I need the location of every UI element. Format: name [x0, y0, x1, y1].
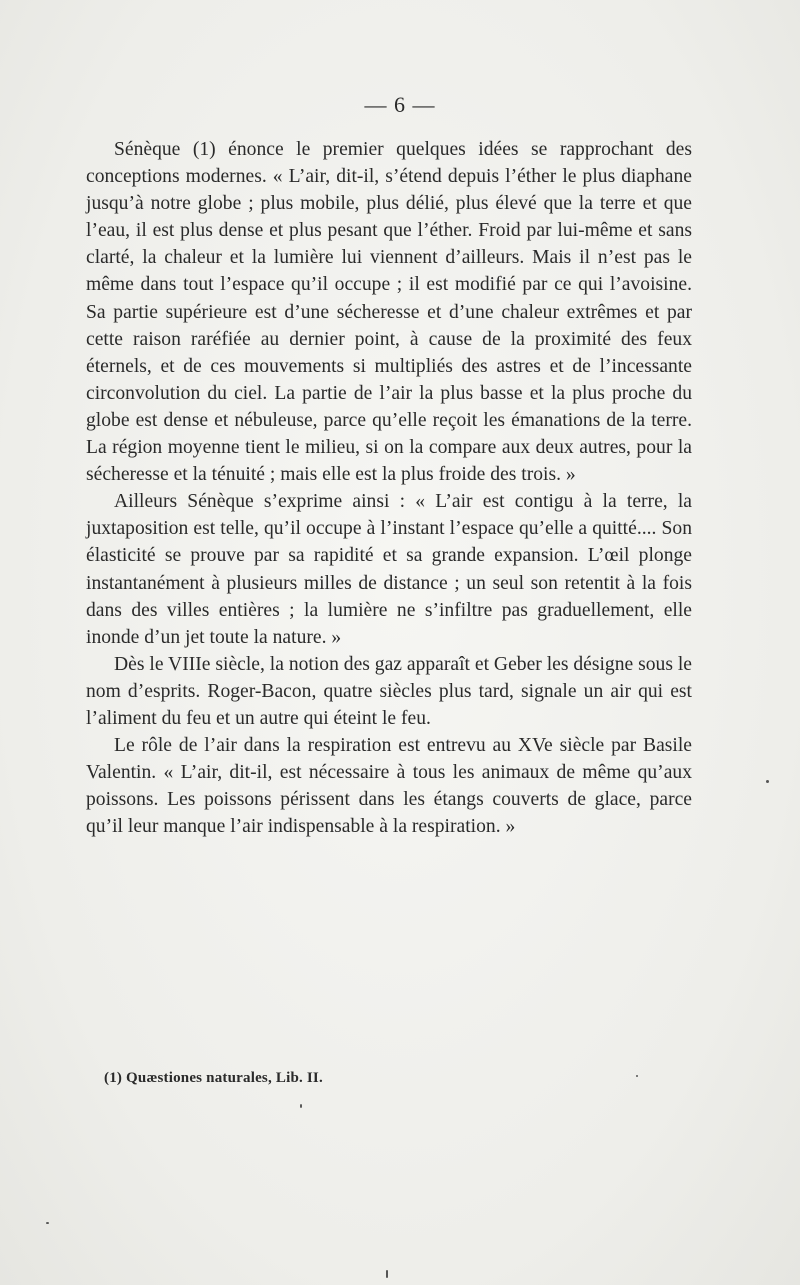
paragraph-geber-bacon: Dès le VIIIe siècle, la notion des gaz apparaît et Geber les désigne sous le nom d’esprits. Roger-Bacon, quatre siècles plus tard, signale un air qui est l’aliment du feu et un autre qui éteint le feu. — [86, 653, 692, 729]
paper-speck — [46, 1222, 49, 1224]
body-text — [86, 136, 692, 840]
paper-speck — [386, 1270, 388, 1278]
paragraph-basile-valentin: Le rôle de l’air dans la respiration est entrevu au XVe siècle par Basile Valentin. « L’air, dit-il, est nécessaire à tous les animaux de même qu’aux poissons. Les poissons périssent dans les étangs couverts de glace, parce qu’il leur manque l’air indispensable à la respiration. » — [86, 735, 692, 838]
paper-speck — [766, 780, 769, 783]
paragraph-seneca-quote: Sénèque (1) énonce le premier quelques idées se rapprochant des conceptions modernes. « L’air, dit-il, s’étend depuis l’éther le plus diaphane jusqu’à notre globe ; plus mobile, plus délié, plus élevé que la terre et que l’eau, il est plus dense et plus pesant que l’éther. Froid par lui-même et sans clarté, la chaleur et la lumière lui viennent d’ailleurs. Mais il n’est pas le même dans tout l’espace qu’il occupe ; il est modifié par ce qui l’avoisine. Sa partie supérieure est d’une sécheresse et d’une chaleur extrêmes et par cette raison raréfiée au dernier point, à cause de la proximité des feux éternels, et de ces mouvements si multipliés des astres et de l’incessante circonvolution du ciel. La partie de l’air la plus basse et la plus proche du globe est dense et nébuleuse, parce qu’elle reçoit les émanations de la terre. La région moyenne tient le milieu, si on la compare aux deux autres, pour la sécheresse et la ténuité ; mais elle est la plus froide des trois. » — [86, 139, 692, 486]
paragraph-seneca-elsewhere: Ailleurs Sénèque s’exprime ainsi : « L’air est contigu à la terre, la juxtaposition est telle, qu’il occupe à l’instant l’espace qu’elle a quitté.... Son élasticité se prouve par sa rapidité et sa grande expansion. L’œil plonge instantanément à plusieurs milles de distance ; un seul son retentit à la fois dans des villes entières ; la lumière ne s’infiltre pas graduellement, elle inonde d’un jet toute la nature. » — [86, 491, 692, 648]
paper-speck — [300, 1104, 302, 1108]
page-number: — 6 — — [364, 92, 436, 117]
footnote: (1) Quæstiones naturales, Lib. II. — [104, 1070, 323, 1086]
paper-speck — [636, 1075, 638, 1077]
